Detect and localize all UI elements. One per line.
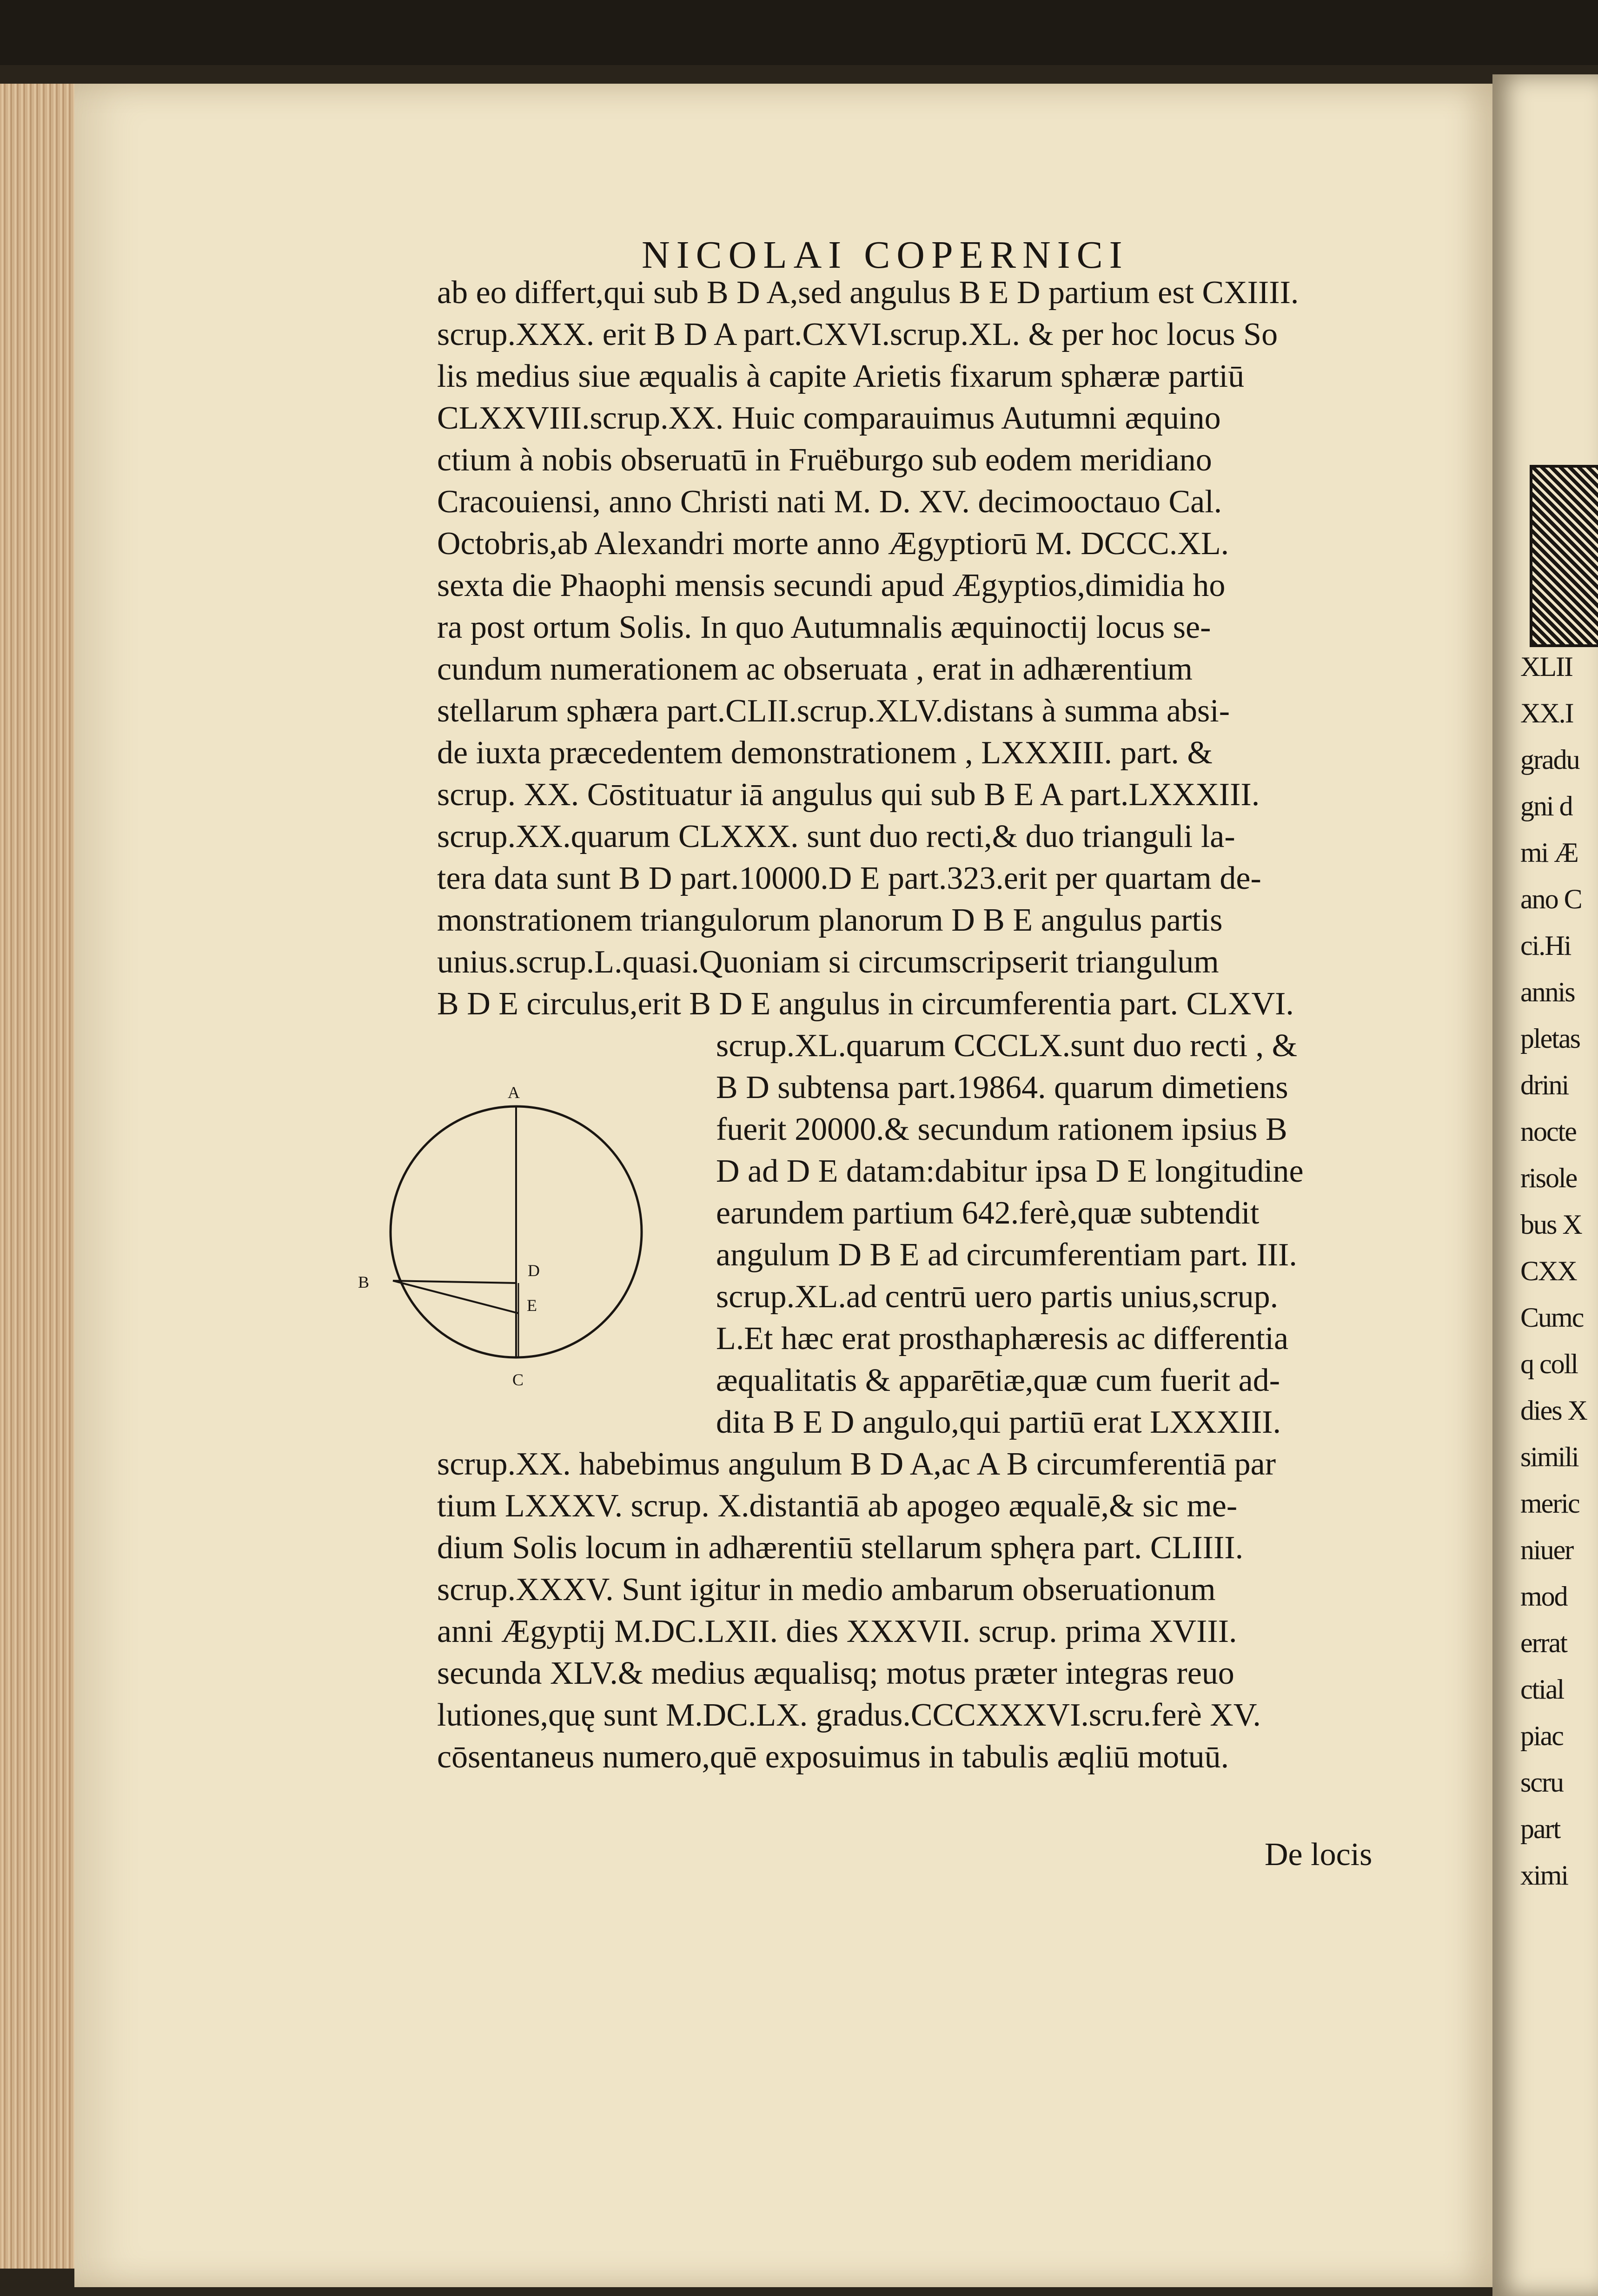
- next-page-fragment: ci.Hi: [1520, 930, 1571, 961]
- next-page-fragment: part: [1520, 1813, 1560, 1844]
- next-page-fragment: XLII: [1520, 651, 1572, 682]
- text-line: scrup.XL.quarum CCCLX.sunt duo recti , &: [716, 1028, 1298, 1064]
- text-line: dita B E D angulo,qui partiū erat LXXXIII.: [716, 1404, 1281, 1440]
- next-page-fragment: q coll: [1520, 1349, 1578, 1379]
- text-line: B D E circulus,erit B D E angulus in circumferentia part. CLXVI.: [437, 986, 1294, 1022]
- text-line: unius.scrup.L.quasi.Quoniam si circumscripserit triangulum: [437, 944, 1219, 980]
- next-page-fragment: gni d: [1520, 791, 1572, 821]
- label-a: A: [508, 1083, 520, 1102]
- text-line: scrup.XL.ad centrū uero partis unius,scrup.: [716, 1279, 1279, 1315]
- text-line: scrup. XX. Cōstituatur iā angulus qui sub B E A part.LXXXIII.: [437, 777, 1260, 813]
- next-page-fragment: errat: [1520, 1628, 1567, 1658]
- text-line: scrup.XX.quarum CLXXX. sunt duo recti,& duo trianguli la-: [437, 819, 1235, 854]
- next-page-fragment: niuer: [1520, 1535, 1573, 1565]
- diagram-line-be: [393, 1281, 518, 1313]
- next-page-fragment: mi Æ: [1520, 837, 1578, 868]
- next-page-fragment: ano C: [1520, 884, 1582, 914]
- label-b: B: [358, 1273, 370, 1291]
- text-line: cōsentaneus numero,quē exposuimus in tabulis æqliū motuū.: [437, 1739, 1229, 1775]
- text-line: cundum numerationem ac obseruata , erat in adhærentium: [437, 651, 1193, 687]
- text-line: anni Ægyptij M.DC.LXII. dies XXXVII. scrup. prima XVIII.: [437, 1614, 1237, 1649]
- next-page-edge: [1492, 74, 1598, 2296]
- next-page-fragment: gradu: [1520, 744, 1579, 775]
- next-page-fragment: ximi: [1520, 1860, 1568, 1891]
- text-line: B D subtensa part.19864. quarum dimetiens: [716, 1070, 1288, 1105]
- next-page-fragment: nocte: [1520, 1116, 1576, 1147]
- text-line: fuerit 20000.& secundum rationem ipsius B: [716, 1112, 1287, 1147]
- page-edges: [0, 84, 84, 2269]
- next-page-fragment: drini: [1520, 1070, 1569, 1100]
- label-c: C: [512, 1370, 524, 1389]
- next-page-fragment: CXX: [1520, 1256, 1577, 1286]
- text-line: scrup.XXX. erit B D A part.CXVI.scrup.XL. & per hoc locus So: [437, 317, 1278, 352]
- next-page-fragment: meric: [1520, 1488, 1579, 1519]
- text-line: earundem partium 642.ferè,quæ subtendit: [716, 1195, 1260, 1231]
- next-page-fragment: bus X: [1520, 1209, 1582, 1240]
- text-line: scrup.XXXV. Sunt igitur in medio ambarum obseruationum: [437, 1572, 1216, 1608]
- next-page-fragment: XX.I: [1520, 698, 1573, 728]
- next-page-fragment: annis: [1520, 977, 1575, 1007]
- running-header: NICOLAI COPERNICI: [642, 233, 1129, 277]
- text-line: L.Et hæc erat prosthaphæresis ac differentia: [716, 1321, 1289, 1356]
- text-line: CLXXVIII.scrup.XX. Huic comparauimus Autumni æquino: [437, 400, 1221, 436]
- catchword: De locis: [1265, 1837, 1373, 1873]
- text-line: D ad D E datam:dabitur ipsa D E longitudine: [716, 1153, 1304, 1189]
- circle-diagram: [344, 1065, 679, 1418]
- next-page-fragment: mod: [1520, 1581, 1567, 1612]
- text-line: æqualitatis & apparētiæ,quæ cum fuerit ad-: [716, 1363, 1280, 1398]
- text-line: ra post ortum Solis. In quo Autumnalis æquinoctij locus se-: [437, 609, 1211, 645]
- text-line: ab eo differt,qui sub B D A,sed angulus B E D partium est CXIIII.: [437, 275, 1299, 311]
- text-line: Cracouiensi, anno Christi nati M. D. XV. decimooctauo Cal.: [437, 484, 1222, 520]
- next-page-fragment: simili: [1520, 1442, 1578, 1472]
- woodcut-initial: [1530, 465, 1598, 647]
- label-e: E: [527, 1296, 537, 1315]
- text-line: angulum D B E ad circumferentiam part. III.: [716, 1237, 1297, 1273]
- next-page-fragment: piac: [1520, 1720, 1563, 1751]
- text-line: lutiones,quę sunt M.DC.LX. gradus.CCCXXXVI.scru.ferè XV.: [437, 1697, 1261, 1733]
- next-page-fragment: ctial: [1520, 1674, 1564, 1705]
- text-line: dium Solis locum in adhærentiū stellarum sphęra part. CLIIII.: [437, 1530, 1244, 1566]
- text-line: ctium à nobis obseruatū in Fruëburgo sub eodem meridiano: [437, 442, 1212, 478]
- next-page-fragment: scru: [1520, 1767, 1563, 1798]
- text-line: secunda XLV.& medius æqualisq; motus præter integras reuo: [437, 1655, 1234, 1691]
- next-page-fragment: risole: [1520, 1163, 1577, 1193]
- text-line: monstrationem triangulorum planorum D B E angulus partis: [437, 902, 1223, 938]
- text-line: scrup.XX. habebimus angulum B D A,ac A B circumferentiā par: [437, 1446, 1276, 1482]
- text-line: tera data sunt B D part.10000.D E part.323.erit per quartam de-: [437, 860, 1261, 896]
- text-line: Octobris,ab Alexandri morte anno Ægyptiorū M. DCCC.XL.: [437, 526, 1229, 562]
- label-d: D: [528, 1261, 540, 1280]
- text-line: de iuxta præcedentem demonstrationem , LXXXIII. part. &: [437, 735, 1213, 771]
- text-line: lis medius siue æqualis à capite Arietis fixarum sphæræ partiū: [437, 358, 1245, 394]
- text-line: tium LXXXV. scrup. X.distantiā ab apogeo æqualē,& sic me-: [437, 1488, 1238, 1524]
- text-line: stellarum sphæra part.CLII.scrup.XLV.distans à summa absi-: [437, 693, 1230, 729]
- text-line: sexta die Phaophi mensis secundi apud Ægyptios,dimidia ho: [437, 568, 1226, 603]
- next-page-fragment: pletas: [1520, 1023, 1580, 1054]
- next-page-fragment: Cumc: [1520, 1302, 1584, 1333]
- next-page-fragment: dies X: [1520, 1395, 1587, 1426]
- diagram-line-bd: [393, 1281, 516, 1283]
